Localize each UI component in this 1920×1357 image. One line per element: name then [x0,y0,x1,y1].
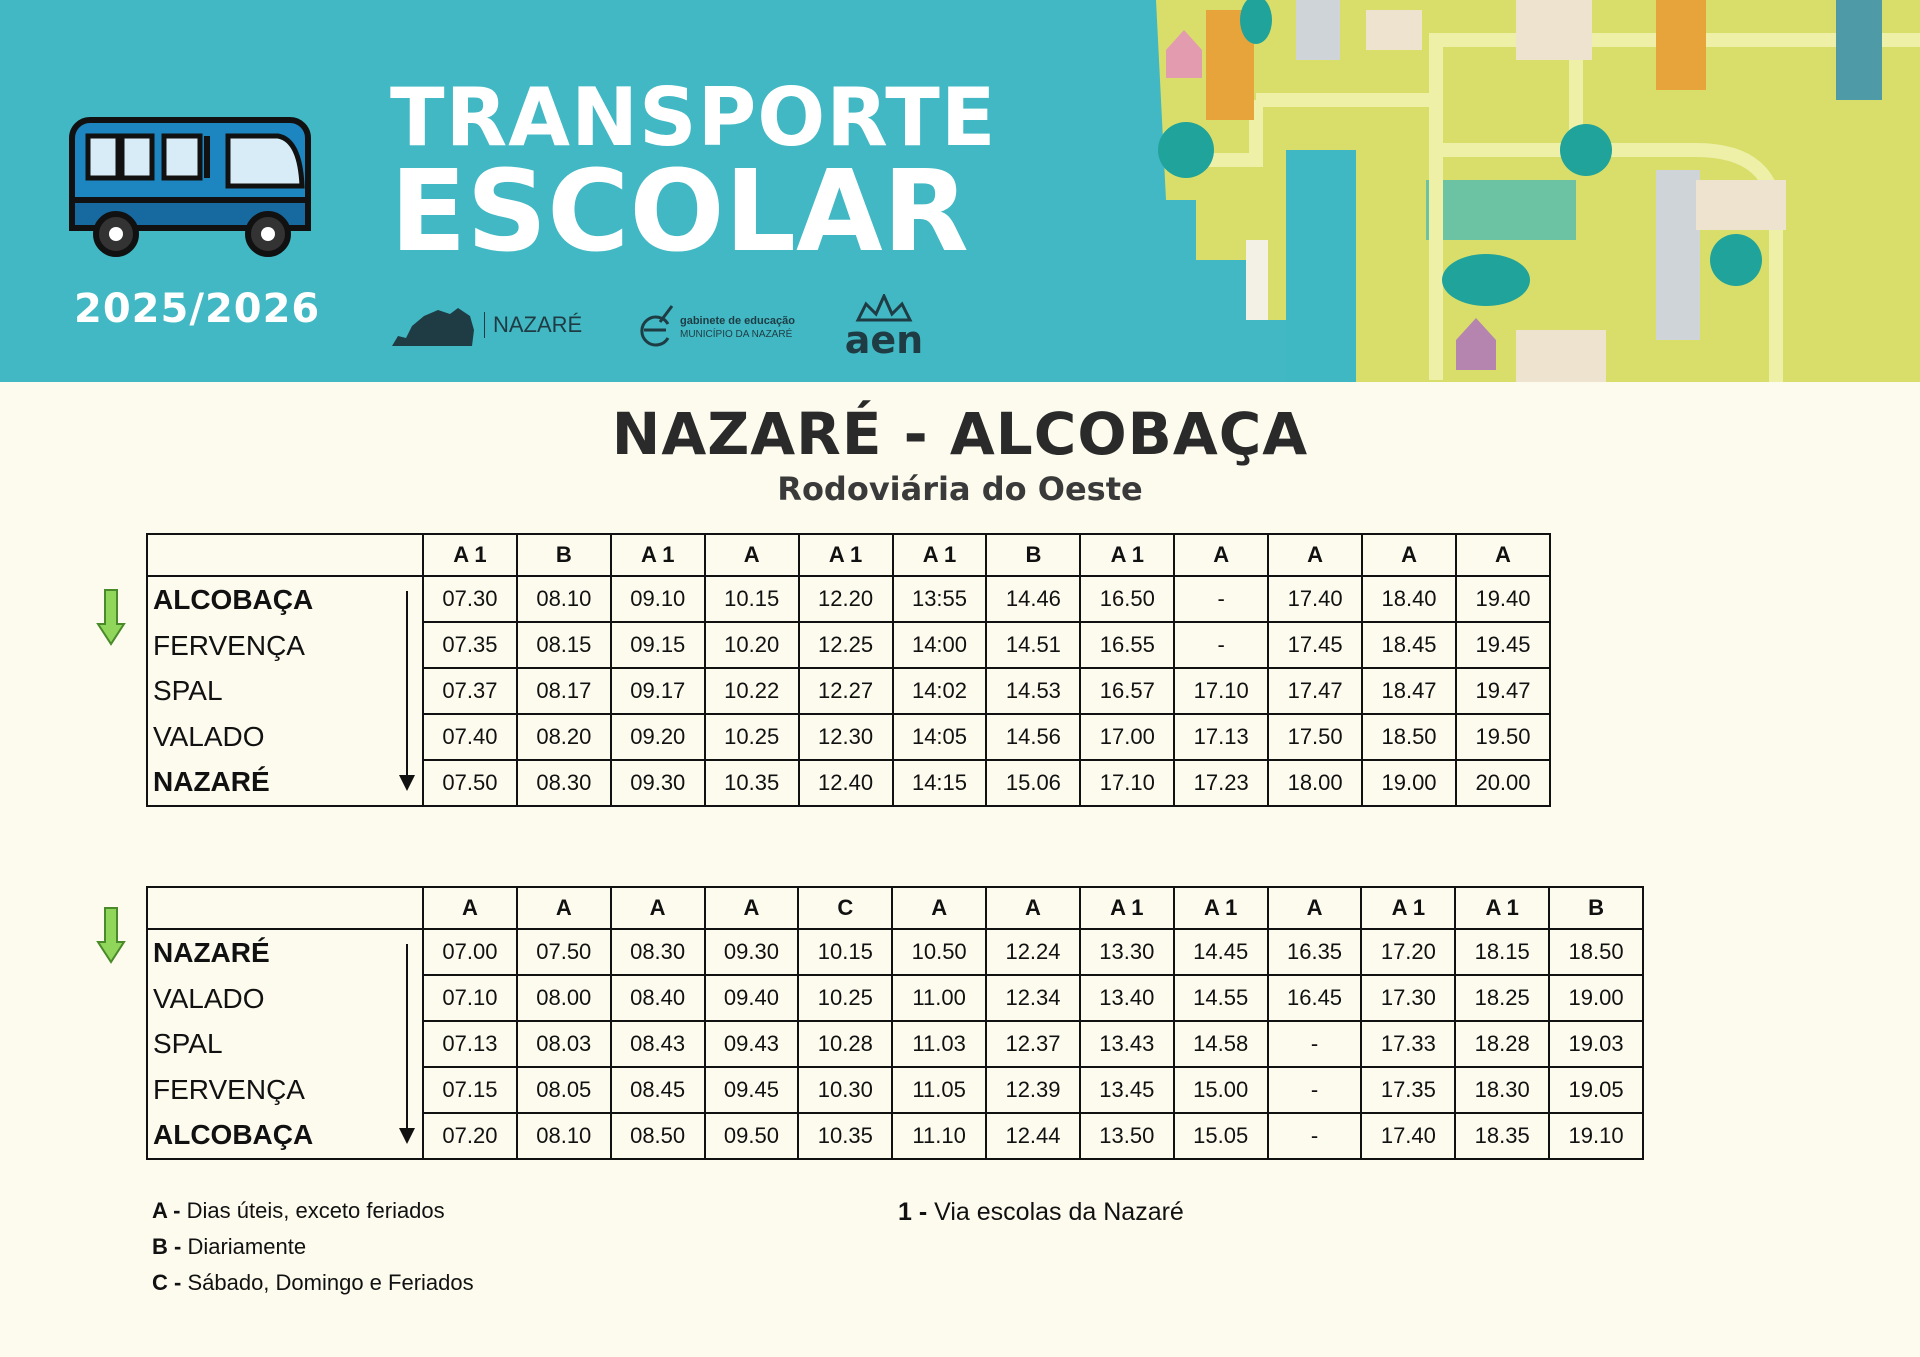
time-cell: 10.28 [798,1021,892,1067]
column-header: B [517,534,611,576]
time-cell: 18.45 [1362,622,1456,668]
time-cell: 17.40 [1268,576,1362,622]
table-row [147,929,1643,975]
time-cell: 14:15 [893,760,987,806]
time-cell: 14.56 [986,714,1080,760]
column-header: A [1268,534,1362,576]
time-cell: 19.40 [1456,576,1550,622]
time-cell: 17.40 [1361,1113,1455,1159]
stop-name: ALCOBAÇA [153,584,314,615]
time-cell: 18.35 [1455,1113,1549,1159]
time-cell: 08.20 [517,714,611,760]
time-cell: 12.34 [986,975,1080,1021]
legend-item-c [152,1270,474,1306]
time-cell: 19.00 [1549,975,1643,1021]
header-banner [0,0,1920,382]
time-cell: 15.00 [1174,1067,1268,1113]
time-cell: 13.43 [1080,1021,1174,1067]
time-cell: 16.57 [1080,668,1174,714]
time-cell: 18.50 [1549,929,1643,975]
header-blank-cell [147,534,423,576]
time-cell: 12.30 [799,714,893,760]
stop-name: SPAL [153,675,223,707]
time-cell: 14.55 [1174,975,1268,1021]
stop-name: ALCOBAÇA [153,1119,314,1151]
time-cell: 17.20 [1361,929,1455,975]
time-cell: 13:55 [893,576,987,622]
schedule-table-alcobaca-nazare [146,533,1551,807]
time-cell: 13.40 [1080,975,1174,1021]
time-cell: 17.10 [1174,668,1268,714]
table-row [147,576,1550,622]
time-cell: 07.10 [423,975,517,1021]
column-header: A [1362,534,1456,576]
time-cell: 17.13 [1174,714,1268,760]
gabinete-educacao-logo [638,304,795,352]
time-cell: 18.47 [1362,668,1456,714]
time-cell: 17.00 [1080,714,1174,760]
time-cell: 09.43 [705,1021,799,1067]
time-cell: 20.00 [1456,760,1550,806]
time-cell: 11.03 [892,1021,986,1067]
time-cell: 09.30 [705,929,799,975]
schedule-table-nazare-alcobaca [146,886,1644,1160]
time-cell: 15.06 [986,760,1080,806]
legend-key-c: C - [152,1270,182,1295]
time-cell: 07.30 [423,576,517,622]
time-cell: 12.24 [986,929,1080,975]
legend-item-a [152,1198,474,1234]
legend-text-c: Sábado, Domingo e Feriados [187,1270,474,1295]
stop-name: FERVENÇA [153,629,305,661]
time-cell: 12.20 [799,576,893,622]
time-cell: 16.55 [1080,622,1174,668]
title-escolar: ESCOLAR [390,147,969,277]
time-cell: 12.44 [986,1113,1080,1159]
column-header: A 1 [611,534,705,576]
time-cell: 08.43 [611,1021,705,1067]
time-cell: 12.25 [799,622,893,668]
time-cell: 08.50 [611,1113,705,1159]
time-cell: 19.00 [1362,760,1456,806]
time-cell: 14.51 [986,622,1080,668]
time-cell: 14.53 [986,668,1080,714]
bus-icon [68,116,318,260]
stop-name: VALADO [153,982,265,1014]
column-header: A 1 [893,534,987,576]
time-cell: 15.05 [1174,1113,1268,1159]
time-cell: 18.28 [1455,1021,1549,1067]
stop-name: VALADO [153,720,265,752]
time-cell: 07.50 [423,760,517,806]
route-operator: Rodoviária do Oeste [777,470,1143,508]
time-cell: 11.00 [892,975,986,1021]
time-cell: - [1268,1021,1362,1067]
time-cell: - [1174,622,1268,668]
time-cell: 16.45 [1268,975,1362,1021]
time-cell: 11.05 [892,1067,986,1113]
time-cell: 18.40 [1362,576,1456,622]
time-cell: 19.50 [1456,714,1550,760]
time-cell: 17.30 [1361,975,1455,1021]
time-cell: 10.15 [798,929,892,975]
gabinete-line2: MUNICÍPIO DA NAZARÉ [680,328,793,340]
column-header: A [705,887,799,929]
time-cell: 12.27 [799,668,893,714]
column-header: B [986,534,1080,576]
time-cell: 09.30 [611,760,705,806]
time-cell: 10.25 [705,714,799,760]
time-cell: 17.35 [1361,1067,1455,1113]
column-header: A 1 [423,534,517,576]
time-cell: 18.25 [1455,975,1549,1021]
nazare-rock-icon [392,302,476,348]
time-cell: 09.45 [705,1067,799,1113]
legend-right [898,1198,1184,1234]
column-header: A 1 [1080,887,1174,929]
time-cell: 09.15 [611,622,705,668]
legend-text-a: Dias úteis, exceto feriados [186,1198,445,1223]
legend-left [152,1198,474,1306]
time-cell: 14:00 [893,622,987,668]
gabinete-line1: gabinete de educação [680,315,795,328]
time-cell: 08.10 [517,576,611,622]
time-cell: 08.40 [611,975,705,1021]
time-cell: - [1268,1113,1362,1159]
down-arrow-icon [399,775,415,791]
column-header: A [1456,534,1550,576]
time-cell: - [1174,576,1268,622]
column-header: A 1 [1455,887,1549,929]
header-blank-cell [147,887,423,929]
time-cell: 19.45 [1456,622,1550,668]
time-cell: 07.20 [423,1113,517,1159]
column-header: A [611,887,705,929]
time-cell: 14.58 [1174,1021,1268,1067]
time-cell: 12.37 [986,1021,1080,1067]
time-cell: 14:02 [893,668,987,714]
time-cell: 17.10 [1080,760,1174,806]
time-cell: 07.37 [423,668,517,714]
column-header: B [1549,887,1643,929]
time-cell: 19.03 [1549,1021,1643,1067]
time-cell: 10.15 [705,576,799,622]
time-cell: 17.50 [1268,714,1362,760]
time-cell: 18.30 [1455,1067,1549,1113]
time-cell: 07.13 [423,1021,517,1067]
city-map-illustration [1136,0,1920,382]
column-header: A [986,887,1080,929]
time-cell: 12.40 [799,760,893,806]
column-header: A [892,887,986,929]
time-cell: 10.35 [798,1113,892,1159]
time-cell: 14.45 [1174,929,1268,975]
time-cell: 14.46 [986,576,1080,622]
time-cell: 09.10 [611,576,705,622]
column-header: A 1 [1361,887,1455,929]
time-cell: 07.40 [423,714,517,760]
time-cell: 11.10 [892,1113,986,1159]
time-cell: 12.39 [986,1067,1080,1113]
stop-name: NAZARÉ [153,766,270,798]
time-cell: 07.35 [423,622,517,668]
stops-cell [147,929,423,1159]
time-cell: 08.30 [517,760,611,806]
time-cell: 18.15 [1455,929,1549,975]
time-cell: 19.47 [1456,668,1550,714]
stop-name: NAZARÉ [153,937,270,968]
time-cell: 17.45 [1268,622,1362,668]
column-header: C [798,887,892,929]
time-cell: - [1268,1067,1362,1113]
nazare-logo [392,302,582,348]
time-cell: 08.15 [517,622,611,668]
table-header-row [147,887,1643,929]
time-cell: 07.00 [423,929,517,975]
legend-item-b [152,1234,474,1270]
stop-name: FERVENÇA [153,1073,305,1105]
time-cell: 07.50 [517,929,611,975]
direction-line [406,944,408,1128]
green-down-arrow-icon [96,906,126,964]
school-year: 2025/2026 [74,286,321,332]
time-cell: 10.25 [798,975,892,1021]
time-cell: 19.05 [1549,1067,1643,1113]
time-cell: 16.50 [1080,576,1174,622]
legend-item-1 [898,1198,1184,1234]
aen-logo [838,294,930,362]
down-arrow-icon [399,1128,415,1144]
legend-text-1: Via escolas da Nazaré [934,1198,1184,1226]
time-cell: 14:05 [893,714,987,760]
time-cell: 13.30 [1080,929,1174,975]
time-cell: 08.30 [611,929,705,975]
pen-e-icon [638,304,676,352]
time-cell: 08.17 [517,668,611,714]
direction-line [406,591,408,775]
time-cell: 08.45 [611,1067,705,1113]
column-header: A 1 [1174,887,1268,929]
column-header: A [517,887,611,929]
column-header: A 1 [1080,534,1174,576]
time-cell: 09.40 [705,975,799,1021]
time-cell: 08.00 [517,975,611,1021]
time-cell: 10.30 [798,1067,892,1113]
time-cell: 10.20 [705,622,799,668]
time-cell: 17.23 [1174,760,1268,806]
legend-key-a: A - [152,1198,181,1223]
table-header-row [147,534,1550,576]
legend-key-b: B - [152,1234,182,1259]
legend-text-b: Diariamente [187,1234,307,1259]
nazare-logo-text: NAZARÉ [484,312,582,338]
time-cell: 08.10 [517,1113,611,1159]
time-cell: 13.45 [1080,1067,1174,1113]
time-cell: 10.22 [705,668,799,714]
column-header: A [423,887,517,929]
time-cell: 08.05 [517,1067,611,1113]
time-cell: 09.17 [611,668,705,714]
time-cell: 13.50 [1080,1113,1174,1159]
time-cell: 09.20 [611,714,705,760]
column-header: A [1268,887,1362,929]
time-cell: 19.10 [1549,1113,1643,1159]
title-transporte: TRANSPORTE [390,71,997,164]
time-cell: 10.50 [892,929,986,975]
legend-key-1: 1 - [898,1198,928,1226]
time-cell: 17.33 [1361,1021,1455,1067]
time-cell: 08.03 [517,1021,611,1067]
time-cell: 17.47 [1268,668,1362,714]
green-down-arrow-icon [96,588,126,646]
stops-cell [147,576,423,806]
column-header: A [1174,534,1268,576]
column-header: A 1 [799,534,893,576]
time-cell: 18.00 [1268,760,1362,806]
time-cell: 10.35 [705,760,799,806]
aen-logo-text: aen [844,318,924,362]
route-title: NAZARÉ - ALCOBAÇA [611,400,1309,468]
time-cell: 18.50 [1362,714,1456,760]
column-header: A [705,534,799,576]
time-cell: 16.35 [1268,929,1362,975]
time-cell: 09.50 [705,1113,799,1159]
stop-name: SPAL [153,1028,223,1060]
time-cell: 07.15 [423,1067,517,1113]
